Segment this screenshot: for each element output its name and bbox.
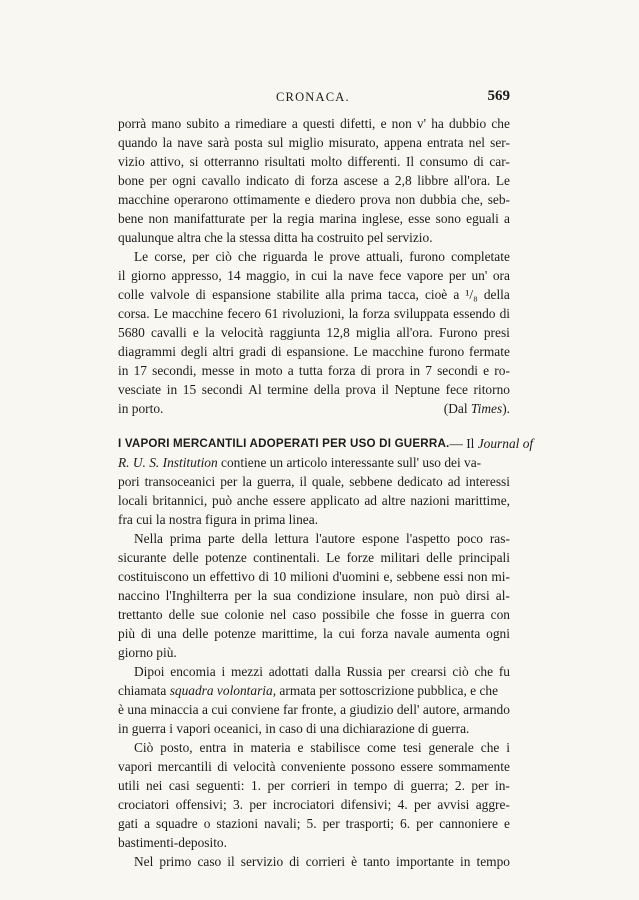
text-line: gati a squadre o stazioni navali; 5. per trasporti; 6. per cannoniere e xyxy=(118,816,510,831)
text-line: Ciò posto, entra in materia e stabilisce come tesi generale che i xyxy=(134,740,510,755)
text-fragment: chiamata xyxy=(118,683,170,698)
text-line: bastimenti-deposito. xyxy=(118,835,227,850)
text-line: vizio attivo, si otterranno risultati molto differenti. Il consumo di car- xyxy=(118,154,510,169)
text-line: pori transoceanici per la guerra, il quale, sebbene dedicato ad interessi xyxy=(118,474,510,489)
text-line: il giorno appresso, 14 maggio, in cui la nave fece vapore per un' ora xyxy=(118,268,510,283)
text-line: diagrammi degli altri gradi di espansione. Le macchine furono fermate xyxy=(118,344,510,359)
text-line xyxy=(118,453,510,472)
paragraph-2 xyxy=(118,247,510,418)
text-line: utili nei casi seguenti: 1. per corrieri in tempo di guerra; 2. per in- xyxy=(118,778,510,793)
squadra-volontaria: squadra volontaria, xyxy=(169,683,277,698)
text-line: Dipoi encomia i mezzi adottati dalla Russia per crearsi ciò che fu xyxy=(134,664,510,679)
text-line: sicurante delle potenze continentali. Le forze militari delle principali xyxy=(118,550,510,565)
text-line: crociatori offensivi; 3. per incrociatori difensivi; 4. per avvisi aggre- xyxy=(118,797,510,812)
paragraph-5 xyxy=(118,662,510,738)
text-line-content xyxy=(118,681,498,700)
text-line: trettanto delle sue colonie nel caso possibile che fosse in guerra con xyxy=(118,607,510,622)
running-title: CRONACA. xyxy=(276,90,350,104)
citation-close: ). xyxy=(502,401,510,416)
heading-dash: — Il xyxy=(449,436,478,451)
text-line-content xyxy=(118,453,481,472)
paragraph-4 xyxy=(118,529,510,662)
section-vapori-mercantili xyxy=(118,434,534,529)
paragraph-1 xyxy=(118,114,510,247)
text-line: naccino l'Inghilterra per la sua condizione insulare, non può dirsi al- xyxy=(118,588,510,603)
journal-name: Journal of xyxy=(477,436,534,451)
text-line: vesciate in 15 secondi Al termine della prova il Neptune fece ritorno xyxy=(118,382,510,397)
citation-source: Times xyxy=(470,401,503,416)
text-line xyxy=(118,399,510,418)
text-fragment: contiene un articolo interessante sull' uso dei va- xyxy=(217,455,482,470)
paragraph-6 xyxy=(118,738,510,852)
text-line: costituiscono un effettivo di 10 milioni d'uomini e, sebbene essi non mi- xyxy=(118,569,510,584)
text-line: colle valvole di espansione stabilite alla prima tacca, cioè a ¹/₈ della xyxy=(118,287,510,302)
page-number: 569 xyxy=(487,88,510,104)
text-line: qualunque altra che la stessa ditta ha costruito pel servizio. xyxy=(118,230,433,245)
closing-text: in porto. xyxy=(118,401,164,416)
text-line: Nella prima parte della lettura l'autore espone l'aspetto poco ras- xyxy=(134,531,510,546)
text-line: in guerra i vapori oceanici, in caso di una dichiarazione di guerra. xyxy=(118,721,470,736)
text-line: giorno più. xyxy=(118,645,177,660)
text-line: locali britannici, può anche essere applicato ad altre nazioni marittime, xyxy=(118,493,510,508)
text-line: Le corse, per ciò che riguarda le prove attuali, furono completate xyxy=(134,249,510,264)
section-heading-line xyxy=(118,434,534,453)
text-line: porrà mano subito a rimediare a questi difetti, e non v' ha dubbio che xyxy=(118,116,510,131)
text-line: 5680 cavalli e la velocità raggiunta 12,8 miglia all'ora. Furono presi xyxy=(118,325,510,340)
paragraph-7 xyxy=(118,852,510,871)
text-line: Nel primo caso il servizio di corrieri è tanto importante in tempo xyxy=(134,854,510,869)
text-line: corsa. Le macchine fecero 61 rivoluzioni, la forza sviluppata essendo di xyxy=(118,306,510,321)
heading-tail xyxy=(449,434,533,453)
text-line: vapori mercantili di velocità conveniente possono essere sommamente xyxy=(118,759,510,774)
text-fragment: armata per sottoscrizione pubblica, e che xyxy=(276,683,499,698)
citation-open: (Dal xyxy=(443,401,471,416)
text-line: macchine operarono ottimamente e diedero prova non dubbia che, seb- xyxy=(118,192,510,207)
text-line: più di una delle potenze marittime, la cui forza navale aumenta ogni xyxy=(118,626,510,641)
text-line: è una minaccia a cui conviene far fronte, a giudizio dell' autore, armando xyxy=(118,702,510,717)
section-heading: I VAPORI MERCANTILI ADOPERATI PER USO DI GUERRA. xyxy=(118,437,450,450)
page-header xyxy=(118,88,510,108)
text-line: quando la nave sarà posta sul miglio misurato, appena entrata nel ser- xyxy=(118,135,510,150)
text-body xyxy=(118,114,534,871)
text-line: bone per ogni cavallo indicato di forza ascese a 2,8 libbre all'ora. Le xyxy=(118,173,510,188)
text-line: fra cui la nostra figura in prima linea. xyxy=(118,512,319,527)
source-citation xyxy=(444,399,510,418)
text-line xyxy=(118,681,510,700)
text-line: bene non manifatturate per la regia marina inglese, esse sono eguali a xyxy=(118,211,510,226)
text-line: in 17 secondi, messe in moto a tutta forza di prora in 7 secondi e ro- xyxy=(118,363,510,378)
institution-name: R. U. S. Institution xyxy=(118,455,218,470)
